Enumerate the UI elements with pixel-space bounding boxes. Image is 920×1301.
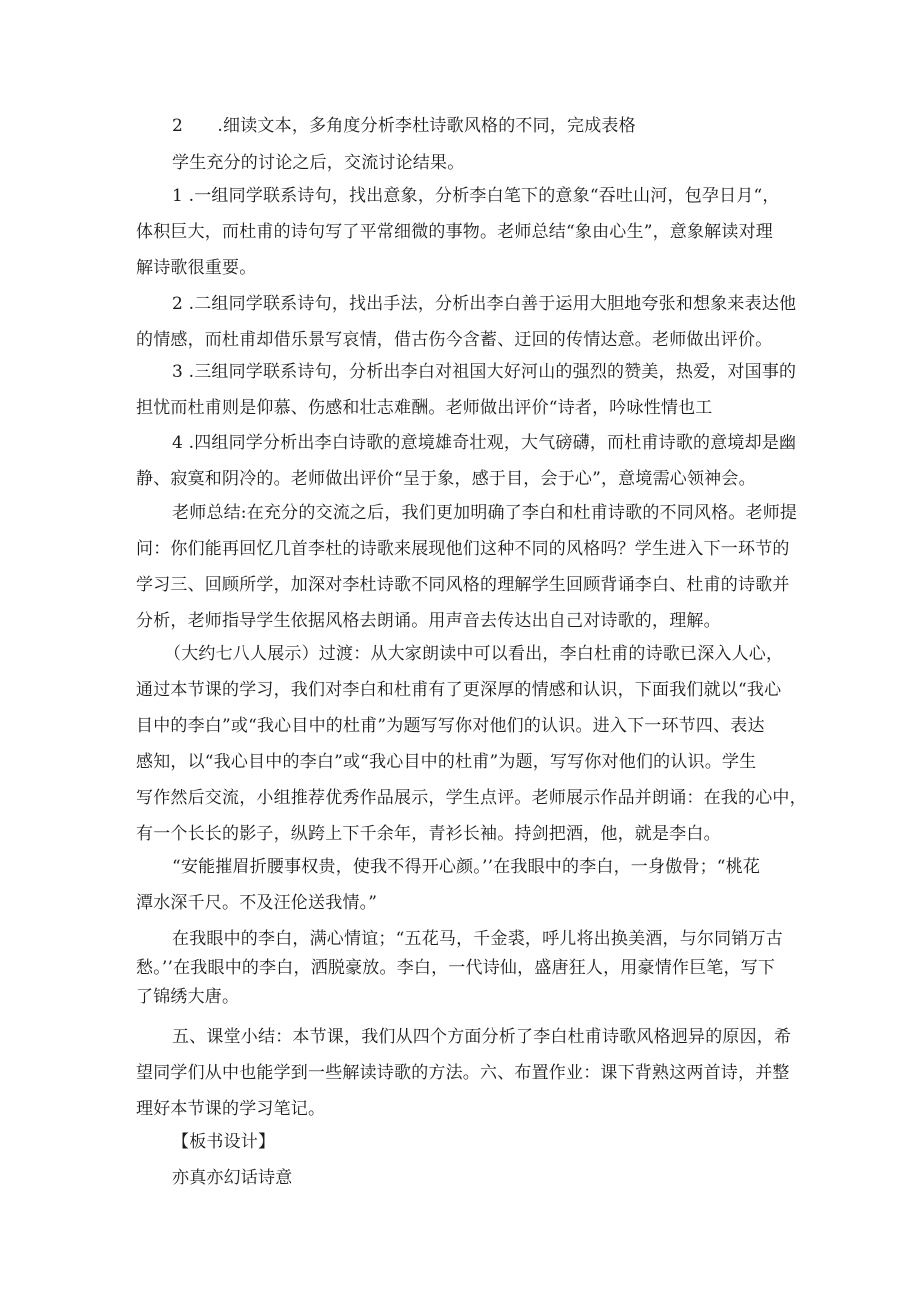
text-line: 通过本节课的学习，我们对李白和杜甫有了更深厚的情感和认识，下面我们就以“我心	[136, 680, 782, 700]
text-line: 老师总结:在充分的交流之后，我们更加明确了李白和杜甫诗歌的不同风格。老师提	[172, 503, 798, 523]
text-line: 理好本节课的学习笔记。	[136, 1099, 326, 1119]
text-line: （大约七八人展示）过渡：从大家朗读中可以看出，李白杜甫的诗歌已深入人心，	[164, 644, 784, 664]
board-design-title	[172, 1160, 828, 1196]
text-line: 担忧而杜甫则是仰慕、伤感和壮志难酬。老师做出评价“诗者，吟咏性情也工	[136, 398, 713, 418]
text-line: 学习三、回顾所学，加深对李杜诗歌不同风格的理解学生回顾背诵李白、杜甫的诗歌并	[136, 575, 790, 595]
paragraph-discussion-intro	[172, 145, 828, 181]
paragraph-step-2	[172, 108, 828, 144]
board-design-heading	[172, 1124, 828, 1160]
paragraph-quote-1	[136, 849, 792, 921]
text-line: 写作然后交流，小组推荐优秀作品展示，学生点评。老师展示作品并朗诵：在我的心中，	[136, 788, 807, 808]
text-line: 解诗歌很重要。	[136, 258, 257, 278]
text-line: 的情感，而杜甫却借乐景写哀情，借古伤今含蓄、迂回的传情达意。老师做出评价。	[136, 330, 773, 350]
paragraph-quote-2	[136, 925, 792, 1012]
text-line: “安能摧眉折腰事权贵，使我不得开心颜。’’在我眼中的李白，一身傲骨；“桃花	[172, 857, 761, 877]
text-line: 分析，老师指导学生依据风格去朗诵。用声音去传达出自己对诗歌的，理解。	[136, 611, 721, 631]
text-line: 亦真亦幻话诗意	[172, 1168, 293, 1188]
paragraph-group-1	[136, 178, 792, 286]
text-line: 4 .四组同学分析出李白诗歌的意境雄奇壮观，大气磅礴，而杜甫诗歌的意境却是幽	[172, 433, 797, 453]
paragraph-transition	[136, 636, 807, 852]
text-line: 问：你们能再回忆几首李杜的诗歌来展现他们这种不同的风格吗？学生进入下一环节的	[136, 539, 790, 559]
text-line: 2 .细读文本，多角度分析李杜诗歌风格的不同，完成表格	[172, 116, 636, 136]
paragraph-group-3	[136, 354, 797, 426]
text-line: 有一个长长的影子，纵跨上下千余年，青衫长袖。持剑把酒，他，就是李白。	[136, 824, 721, 844]
text-line: 2 .二组同学联系诗句，找出手法，分析出李白善于运用大胆地夸张和想象来表达他	[172, 294, 797, 314]
paragraph-group-2	[136, 286, 797, 358]
text-line: 体积巨大，而杜甫的诗句写了平常细微的事物。老师总结“象由心生”，意象解读对理	[136, 222, 773, 242]
text-line: 在我眼中的李白，满心情谊；“五花马，千金裘，呼儿将出换美酒，与尔同销万古	[172, 929, 783, 949]
paragraph-class-summary	[136, 1019, 792, 1127]
paragraph-teacher-summary	[136, 495, 798, 639]
text-line: 静、寂寞和阴冷的。老师做出评价“呈于象，感于目，会于心”，意境需心领神会。	[136, 469, 756, 489]
text-line: 愁。’’在我眼中的李白，洒脱豪放。李白，一代诗仙，盛唐狂人，用豪情作巨笔，写下	[136, 958, 776, 978]
text-line: 目中的李白”或“我心目中的杜甫”为题写写你对他们的认识。进入下一环节四、表达	[136, 716, 765, 736]
text-line: 五、课堂小结：本节课，我们从四个方面分析了李白杜甫诗歌风格迥异的原因，希	[172, 1027, 792, 1047]
text-line: 了锦绣大唐。	[136, 987, 240, 1007]
text-line: 潭水深千尺。不及汪伦送我情。”	[136, 893, 378, 913]
text-line: 1 .一组同学联系诗句，找出意象，分析李白笔下的意象“吞吐山河，包孕日月“，	[172, 186, 780, 206]
text-line: 3 .三组同学联系诗句，分析出李白对祖国大好河山的强烈的赞美，热爱，对国事的	[172, 362, 797, 382]
paragraph-group-4	[136, 425, 797, 497]
text-line: 感知，以“我心目中的李白”或“我心目中的杜甫”为题，写写你对他们的认识。学生	[136, 752, 757, 772]
text-line: 【板书设计】	[172, 1132, 276, 1152]
text-line: 学生充分的讨论之后，交流讨论结果。	[172, 153, 465, 173]
text-line: 望同学们从中也能学到一些解读诗歌的方法。六、布置作业：课下背熟这两首诗，并整	[136, 1063, 790, 1083]
